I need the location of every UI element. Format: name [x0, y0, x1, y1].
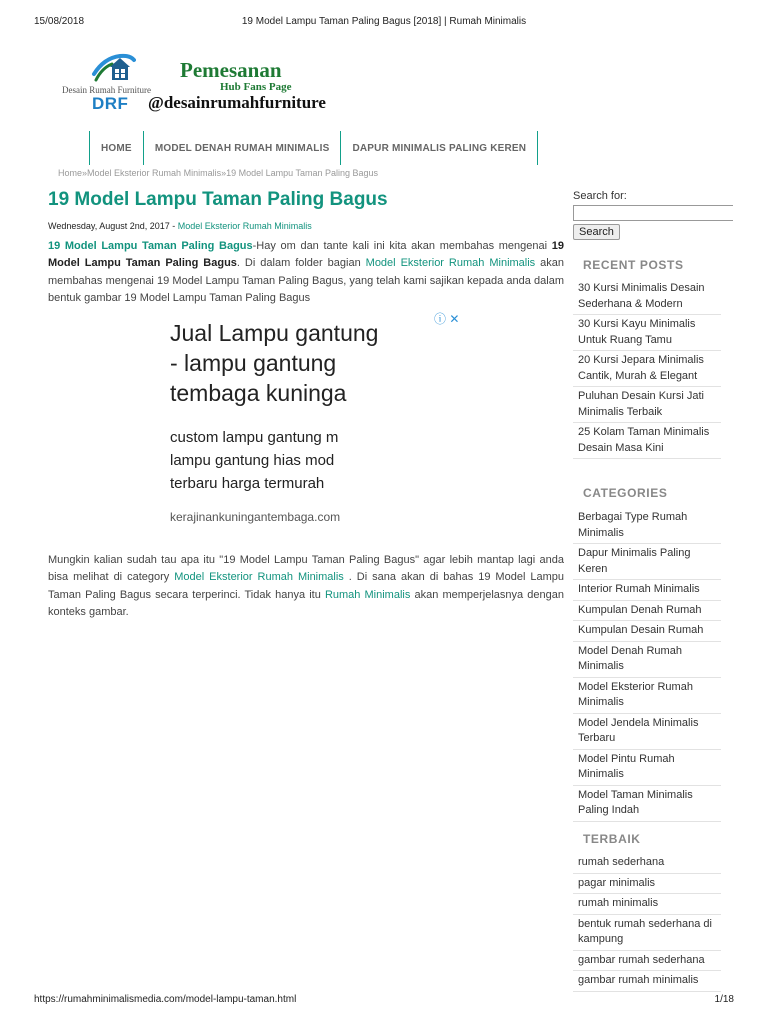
nav-home[interactable]: HOME — [89, 131, 143, 165]
paragraph-bold-text: 19 Model Lampu Taman Paling Bagus — [48, 240, 564, 270]
house-logo-icon — [90, 52, 136, 86]
category-link[interactable]: Kumpulan Desain Rumah — [573, 621, 721, 642]
print-date: 15/08/2018 — [34, 16, 85, 27]
sidebar-search — [573, 190, 733, 240]
recent-post-link[interactable]: 20 Kursi Jepara Minimalis Cantik, Murah & Elegant — [573, 351, 721, 387]
breadcrumb-home[interactable]: Home — [58, 168, 83, 178]
category-link[interactable]: Interior Rumah Minimalis — [573, 580, 721, 601]
ad-domain: kerajinankuningantembaga.com — [170, 510, 341, 524]
breadcrumb-separator: » — [221, 168, 227, 178]
category-link[interactable]: Dapur Minimalis Paling Keren — [573, 544, 721, 580]
category-link[interactable]: Model Eksterior Rumah Minimalis — [365, 257, 536, 270]
paragraph-text: . Di dalam folder bagian — [236, 257, 366, 270]
category-link[interactable]: Model Eksterior Rumah Minimalis — [573, 678, 721, 714]
ad-description-line: custom lampu gantung m — [170, 429, 339, 446]
breadcrumb — [58, 168, 378, 178]
rumah-minimalis-link[interactable]: Rumah Minimalis — [324, 588, 411, 601]
nav-model-denah[interactable]: MODEL DENAH RUMAH MINIMALIS — [143, 131, 341, 165]
post-category-link[interactable]: Model Eksterior Rumah Minimalis — [177, 221, 312, 231]
terbaik-link[interactable]: rumah sederhana — [573, 853, 721, 874]
ad-headline — [170, 318, 396, 408]
post-title: 19 Model Lampu Taman Paling Bagus — [48, 189, 388, 210]
categories-list — [573, 508, 721, 822]
info-icon[interactable]: ⓘ — [434, 312, 447, 326]
post-date: Wednesday, August 2nd, 2017 — [48, 221, 170, 231]
site-logo[interactable] — [60, 52, 360, 116]
post-paragraph-intro — [48, 238, 564, 307]
search-label: Search for: — [573, 190, 627, 202]
logo-fanpage-text: Hub Fans Page — [220, 81, 292, 93]
terbaik-link[interactable]: gambar rumah minimalis — [573, 971, 721, 992]
paragraph-text: akan memperjelasnya dengan konteks gambar. — [48, 588, 564, 618]
ad-headline-line: - lampu gantung — [170, 350, 337, 376]
category-link[interactable]: Model Pintu Rumah Minimalis — [573, 750, 721, 786]
recent-post-link[interactable]: 25 Kolam Taman Minimalis Desain Masa Kini — [573, 423, 721, 459]
print-page-number: 1/18 — [714, 994, 734, 1005]
search-input[interactable] — [573, 205, 733, 221]
post-meta — [48, 221, 312, 231]
main-nav — [89, 131, 538, 165]
ad-headline-line: tembaga kuninga — [170, 380, 347, 406]
breadcrumb-category[interactable]: Model Eksterior Rumah Minimalis — [87, 168, 222, 178]
recent-posts-title: RECENT POSTS — [583, 258, 684, 272]
category-link[interactable]: Model Jendela Minimalis Terbaru — [573, 714, 721, 750]
advertisement[interactable] — [158, 308, 464, 534]
category-link[interactable]: Kumpulan Denah Rumah — [573, 601, 721, 622]
logo-order-text: Pemesanan — [180, 58, 282, 82]
category-link[interactable]: Berbagai Type Rumah Minimalis — [573, 508, 721, 544]
breadcrumb-current: 19 Model Lampu Taman Paling Bagus — [226, 168, 379, 178]
terbaik-link[interactable]: gambar rumah sederhana — [573, 951, 721, 972]
post-lead-link[interactable]: 19 Model Lampu Taman Paling Bagus — [48, 240, 253, 252]
print-url: https://rumahminimalismedia.com/model-lampu-taman.html — [34, 994, 297, 1005]
paragraph-text: -Hay om dan tante kali ini kita akan membahas mengenai — [252, 240, 552, 252]
paragraph-text: Mungkin kalian sudah tau apa itu "19 Model Lampu Taman Paling Bagus" agar lebih mantap lagi anda bisa melihat di category — [48, 554, 564, 584]
logo-brand-name: Desain Rumah Furniture — [62, 85, 151, 95]
post-meta-separator: - — [169, 221, 178, 231]
ad-description — [170, 426, 384, 495]
breadcrumb-separator: » — [82, 168, 88, 178]
recent-post-link[interactable]: Puluhan Desain Kursi Jati Minimalis Terbaik — [573, 387, 721, 423]
ad-description-line: lampu gantung hias mod — [170, 452, 335, 469]
ad-description-line: terbaru harga termurah — [170, 475, 325, 492]
categories-title: CATEGORIES — [583, 486, 668, 500]
terbaik-link[interactable]: rumah minimalis — [573, 894, 721, 915]
category-link[interactable]: Model Denah Rumah Minimalis — [573, 642, 721, 678]
nav-dapur-minimalis[interactable]: DAPUR MINIMALIS PALING KEREN — [340, 131, 538, 165]
paragraph-text: . Di sana akan di bahas 19 Model Lampu Taman Paling Bagus secara terperinci. Tidak hanya itu — [48, 571, 564, 601]
terbaik-title: TERBAIK — [583, 832, 641, 846]
recent-post-link[interactable]: 30 Kursi Kayu Minimalis Untuk Ruang Tamu — [573, 315, 721, 351]
logo-handle: @desainrumahfurniture — [148, 93, 326, 112]
print-page-title: 19 Model Lampu Taman Paling Bagus [2018] | Rumah Minimalis — [241, 16, 527, 27]
close-icon[interactable]: ✕ — [449, 312, 460, 326]
recent-posts-list — [573, 279, 721, 459]
category-link[interactable]: Model Taman Minimalis Paling Indah — [573, 786, 721, 822]
terbaik-link[interactable]: pagar minimalis — [573, 874, 721, 895]
ad-controls — [434, 310, 459, 327]
terbaik-list — [573, 853, 721, 992]
category-link[interactable]: Model Eksterior Rumah Minimalis — [174, 571, 344, 584]
recent-post-link[interactable]: 30 Kursi Minimalis Desain Sederhana & Modern — [573, 279, 721, 315]
search-button[interactable]: Search — [573, 224, 620, 240]
post-paragraph-second — [48, 552, 564, 621]
terbaik-link[interactable]: bentuk rumah sederhana di kampung — [573, 915, 721, 951]
logo-brand-drf: DRF — [92, 94, 129, 113]
paragraph-text: akan membahas mengenai 19 Model Lampu Taman Paling Bagus, yang telah kami sajikan kepada anda dalam bentuk gambar 19 Model Lampu Taman Paling Bagus — [48, 257, 564, 304]
ad-headline-line: Jual Lampu gantung — [170, 320, 379, 346]
